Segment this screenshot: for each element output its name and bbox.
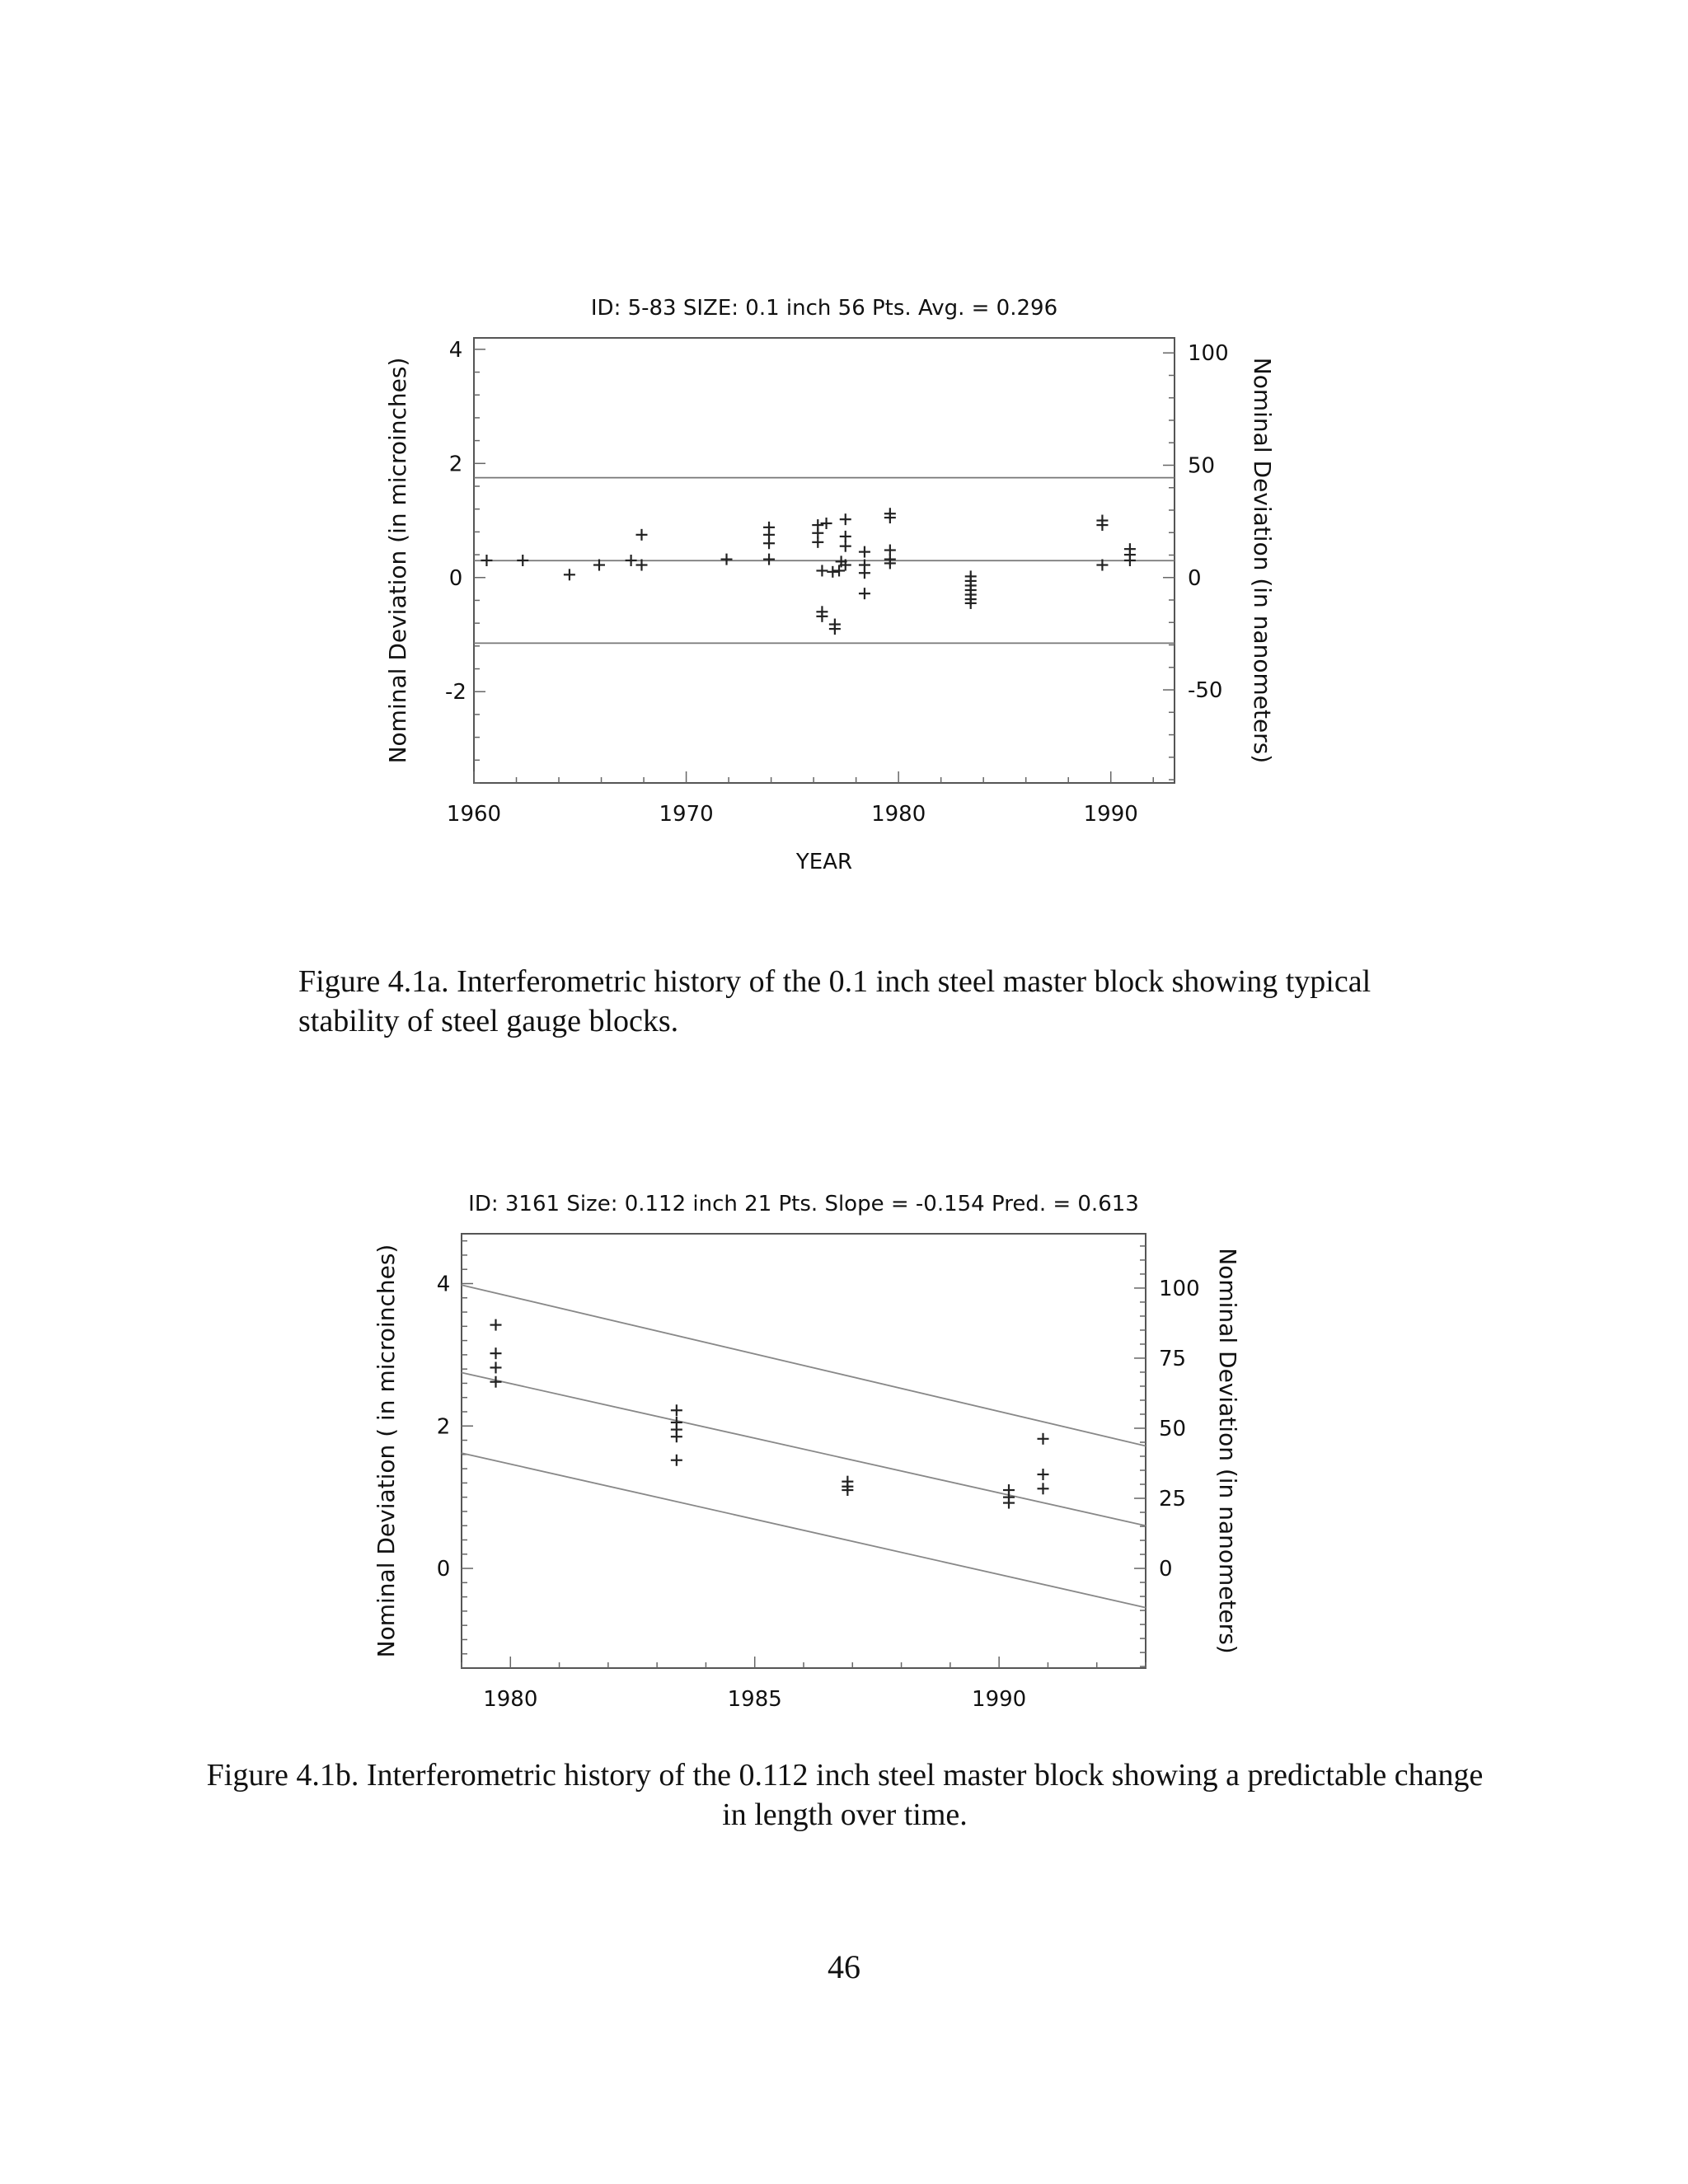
data-point	[671, 1404, 682, 1416]
data-point	[1038, 1433, 1049, 1445]
data-point	[671, 1455, 682, 1466]
y2-tick-label: -50	[1188, 678, 1223, 704]
x-tick-label: 1980	[483, 1687, 538, 1712]
data-point	[490, 1347, 502, 1359]
x-axis-label: YEAR	[795, 850, 853, 874]
figure-caption-4-1a: Figure 4.1a. Interferometric history of the 0.1 inch steel master block showing typical stability of steel gauge blocks.	[298, 964, 1372, 1038]
trend-line	[462, 1372, 1146, 1526]
y-tick-label: 4	[448, 337, 463, 363]
data-point	[490, 1376, 502, 1388]
y2-tick-label: 25	[1159, 1487, 1187, 1512]
y-axis-label: Nominal Deviation ( in microinches)	[373, 1244, 400, 1658]
x-tick-label: 1985	[727, 1687, 782, 1712]
y2-tick-label: 50	[1188, 453, 1216, 479]
figure-caption-4-1b: Figure 4.1b. Interferometric history of the 0.112 inch steel master block showing a predictable change in length over time.	[206, 1758, 1484, 1832]
y-tick-label: -2	[445, 680, 467, 705]
x-tick-label: 1990	[1083, 802, 1138, 827]
data-point	[671, 1431, 682, 1442]
y-tick-label: 2	[448, 452, 463, 477]
y-tick-label: 2	[436, 1414, 451, 1440]
data-point	[1038, 1469, 1049, 1480]
y2-tick-label: 0	[1188, 565, 1202, 591]
data-point	[490, 1319, 502, 1331]
y2-tick-label: 100	[1188, 341, 1229, 367]
data-point	[1003, 1497, 1015, 1509]
trend-line	[462, 1285, 1146, 1446]
data-point	[1038, 1483, 1049, 1494]
chart-title: ID: 3161 Size: 0.112 inch 21 Pts. Slope = -0.154 Pred. = 0.613	[468, 1192, 1139, 1216]
y-axis-label: Nominal Deviation (in microinches)	[384, 357, 411, 764]
y2-tick-label: 75	[1159, 1346, 1187, 1371]
plot-frame	[462, 1234, 1146, 1668]
y2-axis-label: Nominal Deviation (in nanometers)	[1214, 1248, 1241, 1654]
y2-tick-label: 50	[1159, 1416, 1187, 1441]
y-tick-label: 0	[448, 565, 463, 591]
chart-title: ID: 5-83 SIZE: 0.1 inch 56 Pts. Avg. = 0.296	[590, 296, 1058, 321]
x-tick-label: 1980	[871, 802, 926, 827]
y2-axis-label: Nominal Deviation (in nanometers)	[1249, 357, 1276, 764]
y2-tick-label: 100	[1159, 1276, 1200, 1301]
x-tick-label: 1960	[446, 802, 502, 827]
data-point	[490, 1361, 502, 1373]
x-tick-label: 1990	[972, 1687, 1027, 1712]
x-tick-label: 1970	[659, 802, 714, 827]
y-tick-label: 0	[436, 1557, 451, 1582]
y2-tick-label: 0	[1159, 1557, 1173, 1582]
y-tick-label: 4	[436, 1272, 451, 1297]
page-number: 46	[828, 1948, 860, 1985]
